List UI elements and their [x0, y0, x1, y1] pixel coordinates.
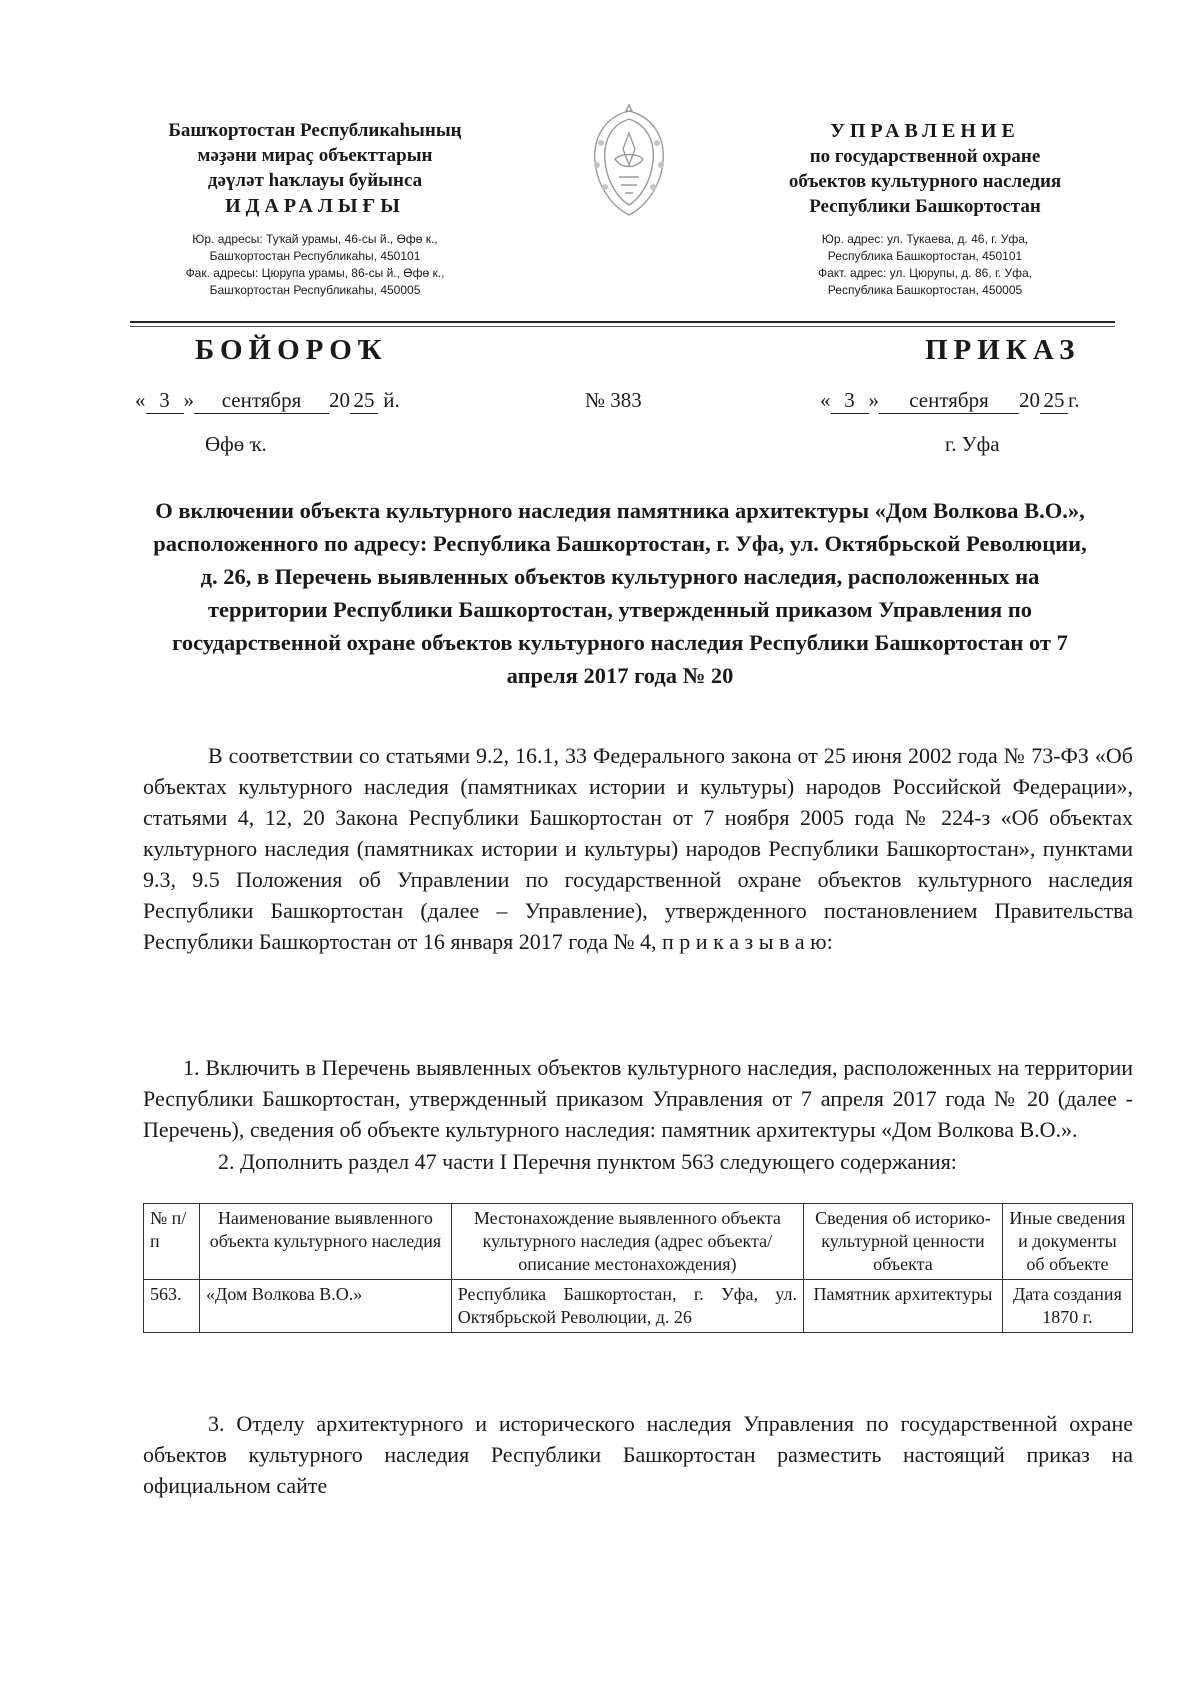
- table-cell-value: Памятник архитектуры: [804, 1280, 1003, 1333]
- date-right-year-suffix: 25: [1040, 388, 1068, 414]
- coat-of-arms-emblem: [575, 103, 683, 221]
- date-left-suffix: й.: [383, 388, 400, 412]
- table-cell-number: 563.: [144, 1280, 200, 1333]
- date-right-year-prefix: 20: [1019, 388, 1040, 412]
- paragraph-item-1: 1. Включить в Перечень выявленных объектов культурного наследия, расположенных на территории Республики Башкортостан, утвержденный приказом Управления от 7 апреля 2017 года № 20 (далее - Перечень), сведения об объекте культурного наследия: памятник архитектуры «Дом Волкова В.О.».: [143, 1055, 1133, 1142]
- header-right-line2: по государственной охране: [809, 146, 1041, 167]
- date-left-close: »: [183, 388, 194, 412]
- table-cell-location: Республика Башкортостан, г. Уфа, ул. Октябрьской Революции, д. 26: [451, 1280, 803, 1333]
- table-header-other: Иные сведения и документы об объекте: [1002, 1204, 1132, 1280]
- header-left-address: [130, 231, 500, 299]
- header-right-addr1: Юр. адрес: ул. Тукаева, д. 46, г. Уфа,: [821, 232, 1029, 246]
- header-left-line1: Башҡортостан Республикаһының: [168, 120, 462, 141]
- header-right-addr3: Факт. адрес: ул. Цюрупы, д. 86, г. Уфа,: [817, 266, 1033, 280]
- date-right-open: «: [820, 388, 831, 412]
- header-left: [130, 118, 500, 299]
- header-divider-thin: [130, 326, 1115, 327]
- date-right-month: сентября: [879, 388, 1019, 414]
- paragraph-item-2: 2. Дополнить раздел 47 части I Перечня пунктом 563 следующего содержания:: [218, 1149, 957, 1174]
- header-right-addr4: Республика Башкортостан, 450005: [827, 283, 1023, 297]
- doc-type-russian: ПРИКАЗ: [925, 334, 1081, 366]
- table-header-location: Местонахождение выявленного объекта культурного наследия (адрес объекта/описание местонахождения): [451, 1204, 803, 1280]
- order-number-value: 383: [610, 388, 642, 412]
- header-right-line3: объектов культурного наследия: [788, 171, 1062, 192]
- header-right: [740, 118, 1110, 299]
- header-left-addr2: Башҡортостан Республикаһы, 450101: [209, 249, 421, 263]
- date-left-year-prefix: 20: [329, 388, 350, 412]
- objects-table: [143, 1203, 1133, 1333]
- order-number: [585, 388, 642, 413]
- date-right: [820, 388, 1080, 414]
- date-left-month: сентября: [194, 388, 329, 414]
- table-header-value: Сведения об историко-культурной ценности объекта: [804, 1204, 1003, 1280]
- table-cell-name: «Дом Волкова В.О.»: [200, 1280, 452, 1333]
- table-header-number: № п/п: [144, 1204, 200, 1280]
- header-right-line4: Республики Башкортостан: [809, 196, 1041, 217]
- header-left-line3: дәүләт һаҡлауы буйынса: [207, 170, 423, 191]
- doc-type-bashkir: БОЙОРОҠ: [195, 334, 388, 366]
- order-number-label: №: [585, 388, 606, 412]
- table-cell-other: Дата создания 1870 г.: [1002, 1280, 1132, 1333]
- date-right-day: 3: [831, 388, 869, 414]
- order-title: О включении объекта культурного наследия памятника архитектуры «Дом Волкова В.О.», расположенного по адресу: Республика Башкортостан, г. Уфа, ул. Октябрьской Революции, д. 26, в Перечень выявленных объектов культурного наследия, расположенных на территории Республики Башкортостан, утвержденный приказом Управления по государственной охране объектов культурного наследия Республики Башкортостан от 7 апреля 2017 года № 20: [153, 498, 1087, 688]
- header-left-line4: ИДАРАЛЫҒЫ: [225, 195, 405, 217]
- header-right-line1: УПРАВЛЕНИЕ: [830, 120, 1020, 142]
- header-left-addr4: Башҡортостан Республикаһы, 450005: [209, 283, 421, 297]
- table-row: [144, 1280, 1133, 1333]
- paragraph-item-3: 3. Отделу архитектурного и исторического наследия Управления по государственной охране объектов культурного наследия Республики Башкортостан разместить настоящий приказ на официальном сайте: [143, 1411, 1133, 1498]
- paragraph-preamble: В соответствии со статьями 9.2, 16.1, 33 Федерального закона от 25 июня 2002 года № 73-ФЗ «Об объектах культурного наследия (памятниках истории и культуры) народов Российской Федерации», статьями 4, 12, 20 Закона Республики Башкортостан от 7 ноября 2005 года № 224-з «Об объектах культурного наследия (памятниках истории и культуры) народов Республики Башкортостан», пунктами 9.3, 9.5 Положения об Управлении по государственной охране объектов культурного наследия Республики Башкортостан (далее – Управление), утвержденного постановлением Правительства Республики Башкортостан от 16 января 2017 года № 4, п р и к а з ы в а ю:: [143, 743, 1133, 954]
- table-header-row: [144, 1204, 1133, 1280]
- date-left-open: «: [135, 388, 146, 412]
- city-bashkir: Өфө ҡ.: [205, 432, 267, 456]
- date-right-close: »: [868, 388, 879, 412]
- date-left-year-suffix: 25: [350, 388, 378, 414]
- header-right-addr2: Республика Башкортостан, 450101: [827, 249, 1023, 263]
- date-left: [135, 388, 400, 414]
- header-right-address: [740, 231, 1110, 299]
- table-header-name: Наименование выявленного объекта культурного наследия: [200, 1204, 452, 1280]
- city-russian: г. Уфа: [945, 432, 1000, 456]
- date-left-day: 3: [146, 388, 184, 414]
- header-divider-thick: [130, 321, 1115, 323]
- header-left-addr3: Фак. адресы: Цюрупа урамы, 86-сы й., Өфө к.,: [185, 266, 445, 280]
- header-left-addr1: Юр. адресы: Туҡай урамы, 46-сы й., Өфө к.,: [192, 232, 438, 246]
- header-left-line2: мәҙәни мираҫ объекттарын: [197, 145, 433, 166]
- date-right-suffix: г.: [1068, 388, 1080, 412]
